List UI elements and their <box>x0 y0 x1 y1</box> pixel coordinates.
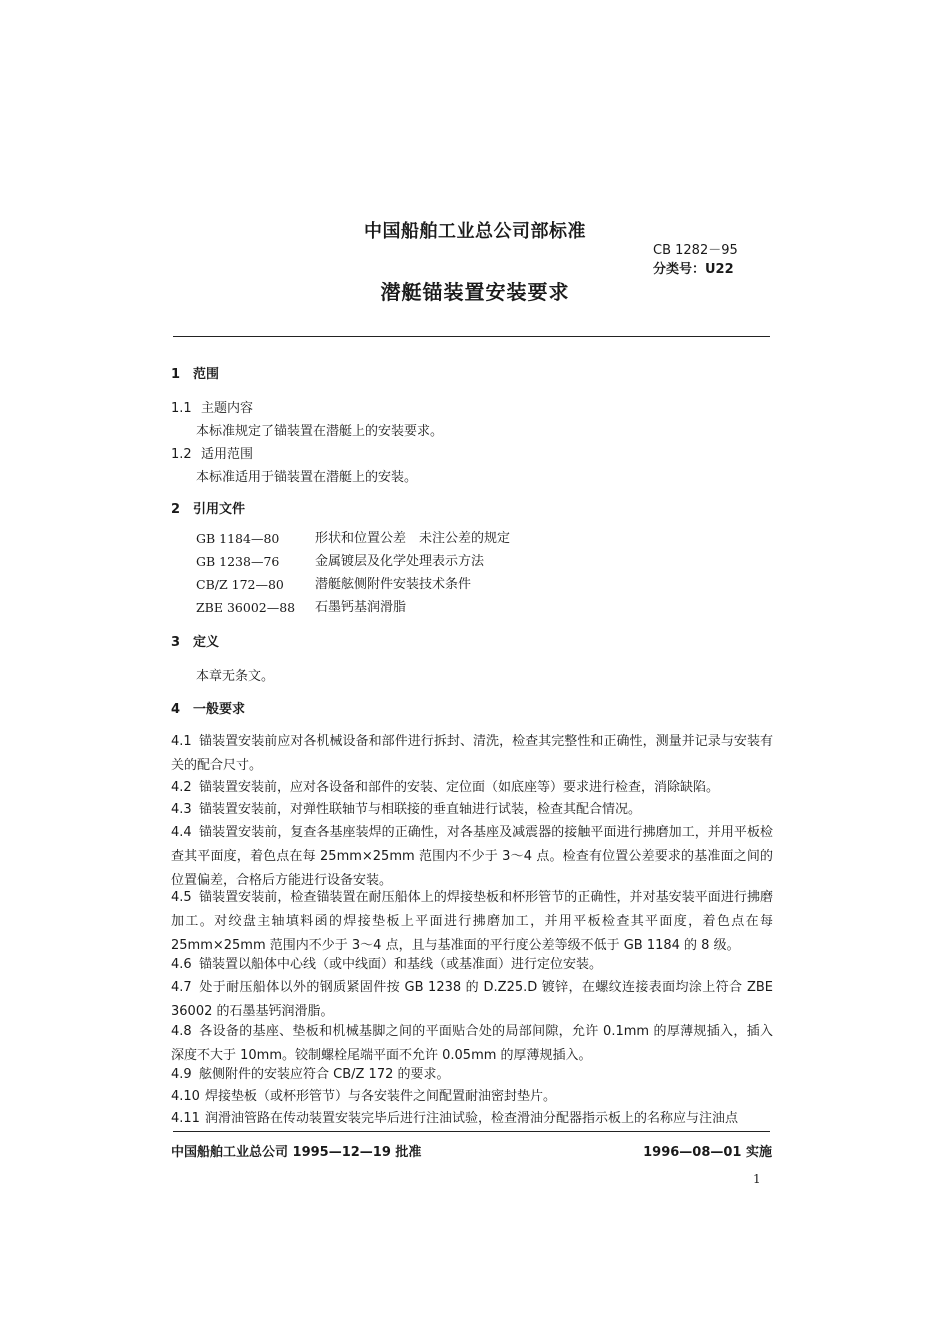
requirement-4-10 <box>171 1085 773 1109</box>
effective-date-line: 1996—08—01 实施 <box>643 1145 772 1160</box>
subsection-title: 主题内容 <box>201 401 254 416</box>
clause-number: 4.11 <box>171 1111 200 1126</box>
section-number: 1 <box>171 367 181 382</box>
clause-text: 锚装置以船体中心线（或中线面）和基线（或基准面）进行定位安装。 <box>199 957 603 972</box>
clause-text: 舷侧附件的安装应符合 CB/Z 172 的要求。 <box>199 1067 450 1082</box>
requirement-4-6 <box>171 953 773 977</box>
subsection-1-2-heading <box>171 443 253 462</box>
clause-text: 锚装置安装前，对弹性联轴节与相联接的垂直轴进行试装，检查其配合情况。 <box>199 802 642 817</box>
referenced-documents-list <box>196 527 510 619</box>
requirement-4-4 <box>171 821 773 893</box>
section-4-heading <box>171 698 245 717</box>
section-title: 定义 <box>193 635 220 650</box>
clause-number: 4.3 <box>171 802 192 817</box>
requirement-4-11 <box>171 1107 773 1131</box>
reference-code: CB/Z 172—80 <box>196 577 284 592</box>
approval-line: 中国船舶工业总公司 1995—12—19 批准 <box>171 1145 422 1160</box>
section-title: 范围 <box>193 367 220 382</box>
section-number: 2 <box>171 502 181 517</box>
requirement-4-9 <box>171 1063 773 1087</box>
reference-row <box>196 527 510 550</box>
section-3-text: 本章无条文。 <box>196 669 275 684</box>
subsection-1-2-text: 本标准适用于锚装置在潜艇上的安装。 <box>196 470 418 485</box>
reference-row <box>196 550 510 573</box>
clause-number: 4.7 <box>171 980 192 995</box>
reference-title: 石墨钙基润滑脂 <box>315 600 407 615</box>
section-title: 引用文件 <box>193 502 246 517</box>
reference-row <box>196 573 510 596</box>
section-2-heading <box>171 498 245 517</box>
standard-code: CB 1282－95 <box>653 243 738 258</box>
document-title: 潜艇锚装置安装要求 <box>380 280 570 304</box>
requirement-4-5 <box>171 886 773 958</box>
clause-number: 4.10 <box>171 1089 200 1104</box>
section-number: 3 <box>171 635 181 650</box>
issuing-organization: 中国船舶工业总公司部标准 <box>364 221 586 242</box>
reference-row <box>196 596 510 619</box>
reference-code: GB 1184—80 <box>196 531 280 546</box>
clause-text: 锚装置安装前，检查锚装置在耐压船体上的焊接垫板和杯形管节的正确性，并对基安装平面进行拂磨加工。对绞盘主轴填料函的焊接垫板上平面进行拂磨加工，并用平板检查其平面度，着色点在每 25mm×25mm 范围内不少于 3～4 点，且与基准面的平行度公差等级不低于 GB 1184 的 8 级。 <box>171 890 773 953</box>
section-1-heading <box>171 363 219 382</box>
clause-number: 4.4 <box>171 825 192 840</box>
requirement-4-3 <box>171 798 773 822</box>
subsection-title: 适用范围 <box>201 447 254 462</box>
reference-title: 潜艇舷侧附件安装技术条件 <box>315 577 472 592</box>
clause-text: 处于耐压船体以外的钢质紧固件按 GB 1238 的 D.Z25.D 镀锌，在螺纹连接表面均涂上符合 ZBE 36002 的石墨基钙润滑脂。 <box>171 980 773 1019</box>
clause-number: 4.6 <box>171 957 192 972</box>
section-number: 4 <box>171 702 181 717</box>
page-number: 1 <box>753 1172 761 1186</box>
requirement-4-1 <box>171 730 773 778</box>
clause-number: 4.5 <box>171 890 192 905</box>
clause-text: 焊接垫板（或杯形管节）与各安装件之间配置耐油密封垫片。 <box>205 1089 557 1104</box>
footer-divider <box>173 1131 770 1132</box>
requirement-4-7 <box>171 976 773 1024</box>
clause-text: 润滑油管路在传动装置安装完毕后进行注油试验，检查滑油分配器指示板上的名称应与注油点 <box>205 1111 739 1126</box>
clause-number: 4.8 <box>171 1024 192 1039</box>
clause-number: 4.2 <box>171 780 192 795</box>
clause-text: 锚装置安装前，复查各基座装焊的正确性，对各基座及减震器的接触平面进行拂磨加工，并用平板检查其平面度，着色点在每 25mm×25mm 范围内不少于 3～4 点。检查有位置公差要求的基准面之间的位置偏差，合格后方能进行设备安装。 <box>171 825 773 888</box>
subsection-1-1-text: 本标准规定了锚装置在潜艇上的安装要求。 <box>196 424 444 439</box>
subsection-number: 1.1 <box>171 401 192 416</box>
header-divider <box>173 336 770 337</box>
reference-code: ZBE 36002—88 <box>196 600 296 615</box>
subsection-1-1-heading <box>171 397 253 416</box>
subsection-number: 1.2 <box>171 447 192 462</box>
reference-code: GB 1238—76 <box>196 554 280 569</box>
clause-text: 锚装置安装前，应对各设备和部件的安装、定位面（如底座等）要求进行检查，消除缺陷。 <box>199 780 720 795</box>
classification-number: 分类号：U22 <box>653 262 734 277</box>
clause-number: 4.1 <box>171 734 192 749</box>
clause-text: 各设备的基座、垫板和机械基脚之间的平面贴合处的局部间隙，允许 0.1mm 的厚薄规插入，插入深度不大于 10mm。铰制螺栓尾端平面不允许 0.05mm 的厚薄规插入。 <box>171 1024 773 1063</box>
section-title: 一般要求 <box>193 702 246 717</box>
reference-title: 金属镀层及化学处理表示方法 <box>315 554 485 569</box>
requirement-4-8 <box>171 1020 773 1068</box>
reference-title: 形状和位置公差 未注公差的规定 <box>315 531 511 546</box>
clause-number: 4.9 <box>171 1067 192 1082</box>
section-3-heading <box>171 631 219 650</box>
requirement-4-2 <box>171 776 773 800</box>
clause-text: 锚装置安装前应对各机械设备和部件进行拆封、清洗，检查其完整性和正确性，测量并记录与安装有关的配合尺寸。 <box>171 734 773 773</box>
